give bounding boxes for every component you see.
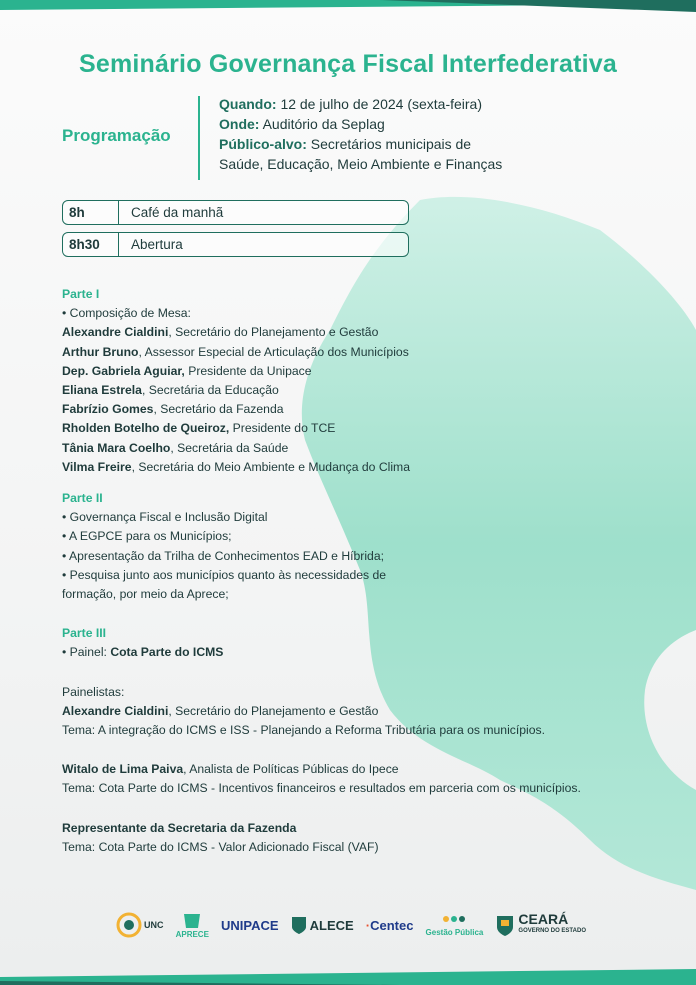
- member-role: Presidente da Unipace: [184, 363, 312, 378]
- when-line: [219, 94, 502, 114]
- parte2-item: • Governança Fiscal e Inclusão Digital: [62, 510, 268, 525]
- ceara-coat-of-arms-icon: [495, 913, 515, 937]
- aprece-logo: APRECE: [176, 912, 209, 939]
- parte2-title: Parte II: [62, 491, 103, 506]
- parte1-title: Parte I: [62, 287, 100, 301]
- program-content: [62, 285, 662, 857]
- member-name: Rholden Botelho de Queiroz,: [62, 421, 230, 436]
- member-name: Vilma Freire: [62, 459, 132, 474]
- audience-line: [219, 134, 502, 154]
- page-title: Seminário Governança Fiscal Interfederativa: [79, 50, 617, 78]
- painelistas-label: Painelistas:: [62, 684, 125, 699]
- member-name: Eliana Estrela: [62, 383, 142, 398]
- speaker-line: [62, 819, 662, 838]
- top-decorative-band: [0, 0, 696, 18]
- programacao-label: Programação: [62, 126, 171, 145]
- speaker-tema: Tema: Cota Parte do ICMS - Incentivos financeiros e resultados em parceria com os municípios.: [62, 781, 581, 796]
- bottom-decorative-band: [0, 963, 696, 985]
- member-line: [62, 439, 662, 458]
- speaker-name: Witalo de Lima Paiva: [62, 762, 184, 777]
- unc-logo: UNC: [116, 912, 164, 938]
- member-name: Tânia Mara Coelho: [62, 440, 171, 455]
- member-role: , Secretária da Saúde: [170, 440, 289, 455]
- member-role: , Secretário da Fazenda: [153, 402, 284, 417]
- parte2-item: formação, por meio da Aprece;: [62, 587, 229, 602]
- audience-value-1: Secretários municipais de: [310, 136, 472, 152]
- member-line: [62, 381, 662, 400]
- parte1-intro: • Composição de Mesa:: [62, 306, 191, 321]
- where-label: Onde:: [219, 116, 260, 132]
- partner-logos: [116, 905, 586, 945]
- member-line: [62, 362, 662, 381]
- speaker-tema: Tema: Cota Parte do ICMS - Valor Adicionado Fiscal (VAF): [62, 839, 379, 854]
- schedule-desc: Abertura: [131, 237, 183, 252]
- parte2-item: • A EGPCE para os Municípios;: [62, 529, 232, 544]
- alece-shield-icon: [291, 915, 307, 935]
- where-value: Auditório da Seplag: [262, 116, 385, 132]
- member-name: Dep. Gabriela Aguiar,: [62, 363, 185, 378]
- audience-label: Público-alvo:: [219, 136, 307, 152]
- member-line: [62, 323, 662, 342]
- schedule-row-breakfast: [62, 200, 409, 225]
- when-label: Quando:: [219, 96, 277, 112]
- painel-line: [62, 643, 662, 662]
- unipace-logo: UNIPACE: [221, 917, 279, 933]
- speaker-role: , Analista de Políticas Públicas do Ipece: [183, 762, 399, 777]
- speaker-role: , Secretário do Planejamento e Gestão: [168, 703, 379, 718]
- painel-name: Cota Parte do ICMS: [110, 645, 224, 660]
- parte3-title: Parte III: [62, 626, 107, 641]
- member-line: [62, 458, 662, 477]
- vertical-divider: [198, 96, 200, 180]
- parte2-item: • Apresentação da Trilha de Conhecimentos EAD e Híbrida;: [62, 548, 384, 563]
- member-line: [62, 400, 662, 419]
- parte2-item: • Pesquisa junto aos municípios quanto às necessidades de: [62, 567, 387, 582]
- ceara-logo: CEARÁ GOVERNO DO ESTADO: [495, 913, 586, 937]
- when-value: 12 de julho de 2024 (sexta-feira): [280, 96, 483, 112]
- speaker-name: Representante da Secretaria da Fazenda: [62, 820, 297, 835]
- event-info: [219, 94, 502, 174]
- where-line: [219, 114, 502, 134]
- centec-logo: · Centec: [365, 917, 414, 933]
- member-role: , Secretária da Educação: [141, 383, 279, 398]
- schedule-time: 8h: [63, 201, 119, 224]
- member-name: Fabrízio Gomes: [62, 402, 154, 417]
- speaker-name: Alexandre Cialdini: [62, 703, 169, 718]
- member-name: Alexandre Cialdini: [62, 325, 169, 340]
- member-role: , Secretária do Meio Ambiente e Mudança do Clima: [131, 459, 410, 474]
- people-icon: [440, 914, 468, 928]
- speaker-line: [62, 702, 662, 721]
- speaker-line: [62, 760, 662, 779]
- gestao-publica-logo: Gestão Pública: [426, 914, 484, 937]
- unc-emblem-icon: [116, 912, 142, 938]
- painel-prefix: • Painel:: [62, 645, 111, 660]
- aprece-emblem-icon: [181, 912, 203, 930]
- schedule-desc: Café da manhã: [131, 205, 224, 220]
- member-name: Arthur Bruno: [62, 344, 139, 359]
- member-line: [62, 419, 662, 438]
- alece-logo: ALECE: [291, 915, 354, 935]
- member-line: [62, 343, 662, 362]
- member-role: Presidente do TCE: [229, 421, 336, 436]
- speaker-tema: Tema: A integração do ICMS e ISS - Planejando a Reforma Tributária para os municípios.: [62, 723, 546, 738]
- schedule-row-opening: [62, 232, 409, 257]
- member-role: , Secretário do Planejamento e Gestão: [168, 325, 379, 340]
- schedule-time: 8h30: [63, 233, 119, 256]
- member-role: , Assessor Especial de Articulação dos Municípios: [138, 344, 409, 359]
- audience-value-2: Saúde, Educação, Meio Ambiente e Finanças: [219, 156, 503, 172]
